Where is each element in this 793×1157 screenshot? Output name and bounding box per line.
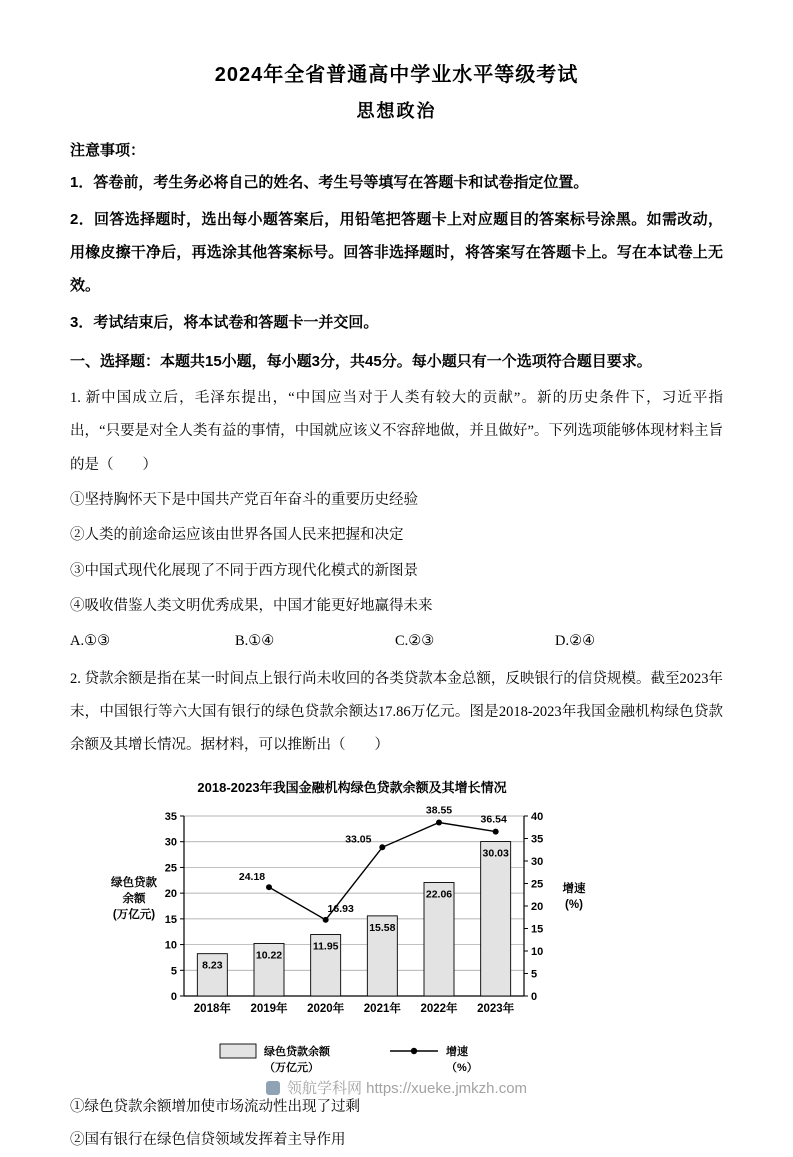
svg-text:15: 15	[164, 913, 177, 926]
svg-text:16.93: 16.93	[327, 902, 354, 915]
choice-c: C.②③	[395, 633, 435, 650]
page-title: 2024年全省普通高中学业水平等级考试	[214, 64, 579, 86]
svg-text:36.54: 36.54	[480, 813, 507, 826]
svg-text:10.22: 10.22	[255, 949, 283, 962]
svg-text:10: 10	[531, 945, 544, 958]
green-loan-chart-block	[92, 777, 612, 1085]
svg-text:余额: 余额	[122, 892, 146, 905]
svg-text:2018年: 2018年	[193, 1002, 231, 1015]
svg-text:2019年: 2019年	[250, 1002, 288, 1015]
svg-text:增速: 增速	[446, 1045, 468, 1058]
svg-text:5: 5	[531, 968, 538, 981]
question-2-statement-2: ②国有银行在绿色信贷领域发挥着主导作用	[70, 1132, 346, 1149]
svg-text:2022年: 2022年	[420, 1002, 458, 1015]
svg-text:25: 25	[531, 878, 544, 891]
question-1-statement-2: ②人类的前途命运应该由世界各国人民来把握和决定	[70, 527, 404, 544]
question-1-statement-1: ①坚持胸怀天下是中国共产党百年奋斗的重要历史经验	[70, 492, 418, 509]
svg-text:35: 35	[164, 810, 177, 823]
question-1-stem: 1. 新中国成立后，毛泽东提出，“中国应当对于人类有较大的贡献”。新的历史条件下，习近平指出，“只要是对全人类有益的事情，中国就应该义不容辞地做，并且做好”。下列选项能够体现材料主旨的是（ ）	[70, 390, 723, 473]
svg-text:(万亿元): (万亿元)	[112, 908, 156, 921]
footer-logo-icon	[266, 1081, 280, 1095]
question-2-statements	[70, 1091, 723, 1157]
chart-title: 2018-2023年我国金融机构绿色贷款余额及其增长情况	[197, 779, 507, 795]
choice-b: B.①④	[235, 633, 275, 650]
svg-text:30: 30	[531, 855, 544, 868]
svg-text:8.23: 8.23	[202, 959, 223, 972]
green-loan-chart	[92, 800, 612, 1085]
notice-item-1: 1．答卷前，考生务必将自己的姓名、考生号等填写在答题卡和试卷指定位置。	[70, 174, 589, 191]
svg-text:35: 35	[531, 833, 544, 846]
svg-text:20: 20	[164, 887, 177, 900]
svg-text:2021年: 2021年	[363, 1002, 401, 1015]
svg-text:22.06: 22.06	[425, 888, 453, 901]
svg-text:2020年: 2020年	[307, 1002, 345, 1015]
svg-text:30.03: 30.03	[482, 847, 509, 860]
question-2-stem: 2. 贷款余额是指在某一时间点上银行尚未收回的各类贷款本金总额，反映银行的信贷规模。截至2023年末，中国银行等六大国有银行的绿色贷款余额达17.86万亿元。图是2018-2023年我国金融机构绿色贷款余额及其增长情况。据材料，可以推断出（ ）	[70, 670, 723, 754]
svg-text:0: 0	[170, 990, 177, 1003]
choice-d: D.②④	[555, 633, 596, 650]
svg-text:（%）: （%）	[446, 1061, 478, 1074]
question-1-choices	[70, 625, 723, 658]
footer-text: 领航学科网 https://xueke.jmkzh.com	[286, 1080, 528, 1097]
svg-text:0: 0	[531, 990, 538, 1003]
svg-text:（万亿元）: （万亿元）	[264, 1061, 319, 1074]
section-heading: 一、选择题：本题共15小题，每小题3分，共45分。每小题只有一个选项符合题目要求。	[70, 353, 652, 370]
choice-a: A.①③	[70, 633, 111, 650]
subject-title: 思想政治	[356, 101, 437, 121]
svg-text:15.58: 15.58	[369, 921, 396, 934]
svg-text:30: 30	[164, 836, 177, 849]
notice-item-2: 2．回答选择题时，选出每小题答案后，用铅笔把答题卡上对应题目的答案标号涂黑。如需改动，用橡皮擦干净后，再选涂其他答案标号。回答非选择题时，将答案写在答题卡上。写在本试卷上无效。	[70, 211, 723, 294]
svg-text:33.05: 33.05	[345, 833, 372, 846]
svg-text:(%): (%)	[565, 898, 583, 911]
svg-text:10: 10	[164, 939, 177, 952]
footer	[0, 1077, 793, 1098]
svg-text:2023年: 2023年	[477, 1002, 515, 1015]
svg-text:25: 25	[164, 862, 177, 875]
svg-text:38.55: 38.55	[425, 804, 453, 817]
question-1-statement-4: ④吸收借鉴人类文明优秀成果，中国才能更好地赢得未来	[70, 598, 433, 615]
svg-text:5: 5	[170, 965, 177, 978]
svg-text:增速: 增速	[562, 882, 586, 895]
svg-text:绿色贷款: 绿色贷款	[111, 876, 157, 889]
svg-text:40: 40	[531, 810, 544, 823]
notice-item-3: 3．考试结束后，将本试卷和答题卡一并交回。	[70, 314, 379, 331]
question-1	[70, 382, 723, 659]
svg-text:20: 20	[531, 900, 544, 913]
svg-text:24.18: 24.18	[238, 870, 266, 883]
notices-heading: 注意事项：	[70, 142, 146, 159]
question-2-statement-1: ①绿色贷款余额增加使市场流动性出现了过剩	[70, 1098, 360, 1115]
svg-text:11.95: 11.95	[312, 940, 339, 953]
svg-text:15: 15	[531, 923, 544, 936]
svg-text:绿色贷款余额: 绿色贷款余额	[264, 1045, 330, 1058]
question-1-statement-3: ③中国式现代化展现了不同于西方现代化模式的新图景	[70, 562, 418, 579]
